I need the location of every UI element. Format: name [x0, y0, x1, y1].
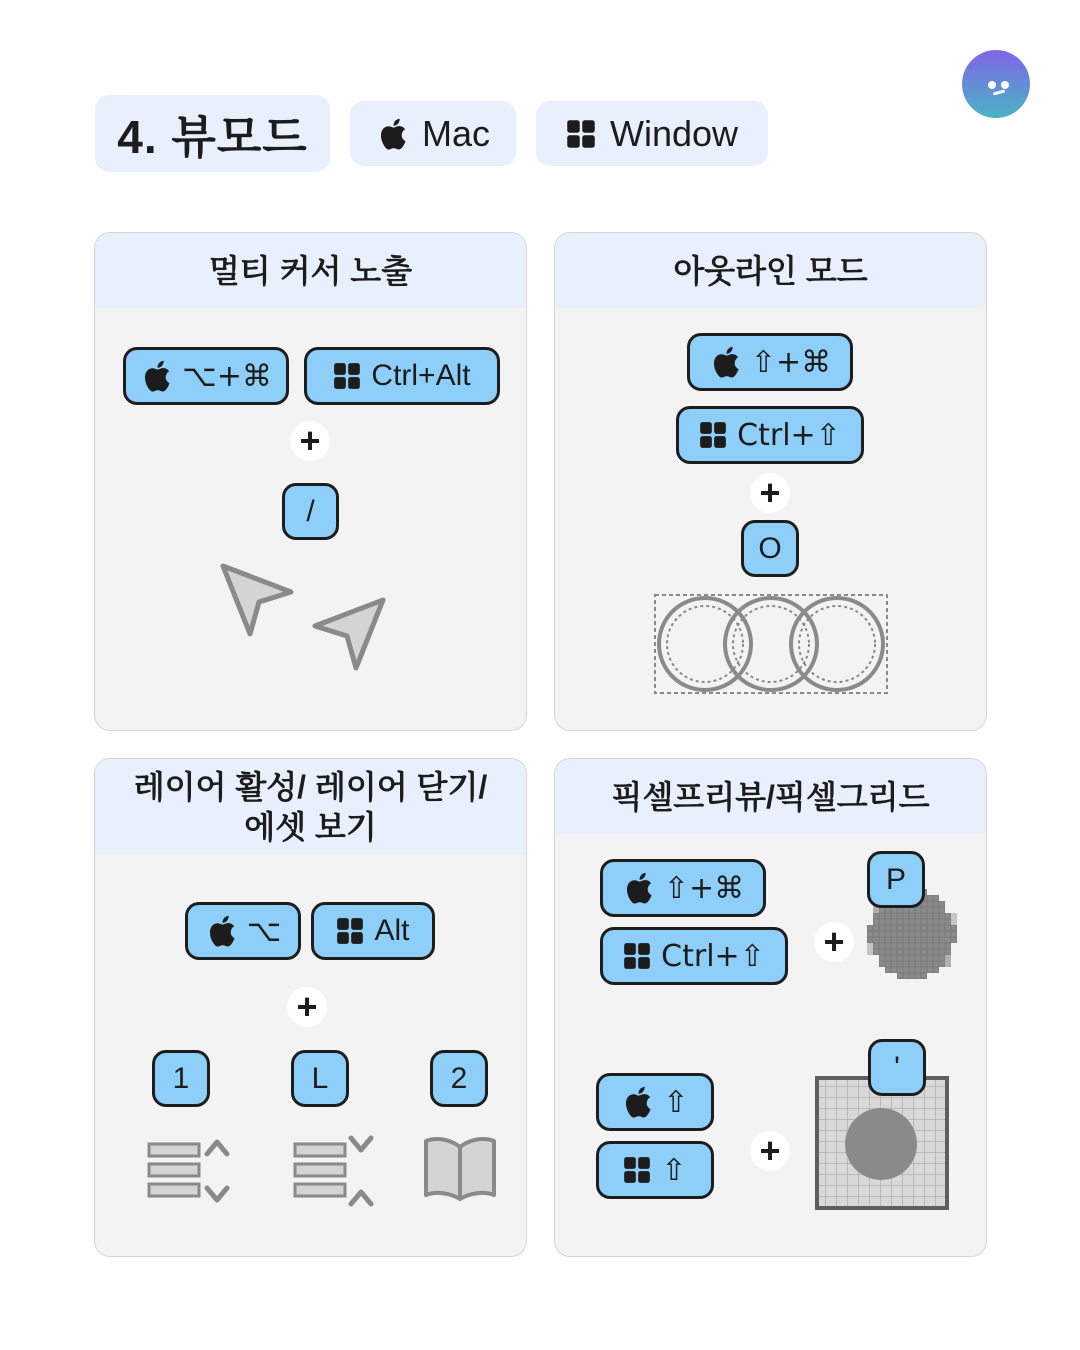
o-key [741, 520, 799, 577]
apple-icon [621, 1084, 653, 1120]
windows-keys: Ctrl+Alt [371, 359, 471, 392]
windows-shortcut-key-2 [596, 1141, 714, 1199]
windows-label: Window [609, 112, 739, 154]
avatar[interactable] [962, 50, 1030, 118]
windows-shortcut-key [304, 347, 500, 405]
card-title-text: 아웃라인 모드 [673, 252, 868, 289]
p-key [867, 851, 925, 908]
key-l [291, 1050, 349, 1107]
card-title [555, 233, 986, 308]
windows-shortcut-key [676, 406, 864, 464]
apostrophe-key-label: ' [894, 1050, 900, 1084]
windows-keys: Ctrl+⇧ [737, 417, 841, 453]
windows-shortcut-key [600, 927, 788, 985]
key-2 [430, 1050, 488, 1107]
slash-key-label: / [306, 494, 315, 528]
card-layer-asset [94, 758, 527, 1257]
plus-sign: + [814, 922, 854, 962]
plus-sign-2: + [750, 1131, 790, 1171]
o-key-label: O [758, 531, 782, 565]
card-title [95, 233, 526, 308]
mac-keys: ⌥+⌘ [182, 358, 272, 394]
apple-icon [376, 116, 408, 152]
key-l-label: L [311, 1061, 329, 1095]
card-title [555, 759, 986, 834]
windows-keys: Ctrl+⇧ [661, 938, 765, 974]
windows-keys: Alt [374, 914, 410, 947]
layer-expand-icon [145, 1134, 235, 1209]
windows-keys: ⇧ [661, 1152, 687, 1188]
page-title-chip [95, 95, 330, 172]
apple-icon [140, 358, 172, 394]
windows-icon [623, 1156, 651, 1184]
page-title: 4. 뷰모드 [117, 110, 308, 163]
key-1-label: 1 [172, 1061, 190, 1095]
outline-circles-icon [653, 593, 889, 695]
plus-sign: + [290, 421, 330, 461]
card-title-line2: 에셋 보기 [244, 809, 377, 845]
pixel-grid-icon [815, 1076, 949, 1210]
card-title-text: 픽셀프리뷰/픽셀그리드 [611, 778, 930, 815]
key-1 [152, 1050, 210, 1107]
apple-icon [205, 913, 237, 949]
mac-keys: ⇧+⌘ [750, 344, 832, 380]
card-title [95, 759, 526, 855]
apple-icon [709, 344, 741, 380]
mac-label: Mac [421, 112, 490, 154]
apple-icon [622, 870, 654, 906]
windows-icon [336, 917, 364, 945]
slash-key [282, 483, 339, 540]
windows-label-chip [536, 101, 768, 166]
key-2-label: 2 [450, 1061, 468, 1095]
p-key-label: P [885, 862, 906, 896]
windows-icon [623, 942, 651, 970]
mac-keys: ⇧ [663, 1084, 689, 1120]
asset-book-icon [422, 1133, 498, 1203]
mac-shortcut-key [600, 859, 766, 917]
card-multi-cursor [94, 232, 527, 731]
windows-icon [566, 119, 596, 149]
mac-label-chip [350, 101, 516, 166]
windows-icon [699, 421, 727, 449]
plus-sign: + [287, 987, 327, 1027]
mac-keys: ⌥ [246, 913, 282, 949]
card-title-text: 멀티 커서 노출 [208, 252, 413, 289]
mac-keys: ⇧+⌘ [663, 870, 745, 906]
mac-shortcut-key [123, 347, 289, 405]
card-title-line1: 레이어 활성/ 레이어 닫기/ [133, 769, 488, 805]
mac-shortcut-key [185, 902, 301, 960]
apostrophe-key [868, 1039, 926, 1096]
card-outline-mode [554, 232, 987, 731]
windows-icon [333, 362, 361, 390]
multi-cursor-icon [213, 558, 393, 673]
mac-shortcut-key-2 [596, 1073, 714, 1131]
card-pixel-preview-grid [554, 758, 987, 1257]
windows-shortcut-key [311, 902, 435, 960]
mac-shortcut-key [687, 333, 853, 391]
layer-collapse-icon [291, 1134, 381, 1209]
plus-sign: + [750, 473, 790, 513]
